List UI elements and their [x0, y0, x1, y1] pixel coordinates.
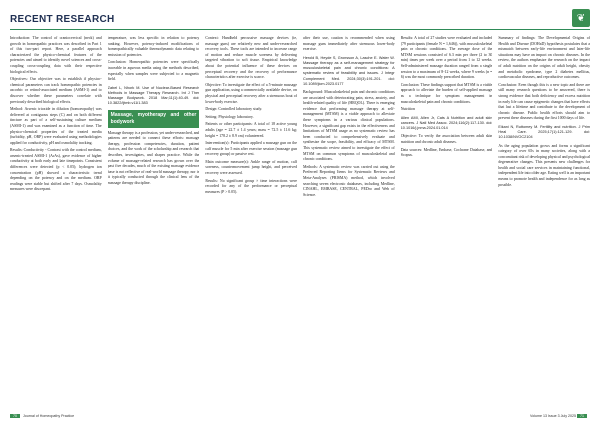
paragraph: Data sources: Medline, Embase, Cochrane Database, and Scopus.	[400, 147, 493, 158]
paragraph: Introduction: The control of craniocervical (neck) and growth in homeopathic practices was described in Part 1 of this two-part report. Here, a parallel approach characterized the physico-chemical features of the potencies and aimed to identify novel sciences and cross-coupling cross-coupling data with their respective biological effects.	[10, 36, 102, 74]
footer-right	[530, 414, 590, 418]
column-3	[205, 36, 297, 406]
citation: Zabel L, Nhork M. Use of Nuclear-Based Research Methods in Massage Therapy Research. Int J Ther Massage Bodywork. 2018 Mar;11(1):40-49. doi: 10.3822/ijtmb.v11i1.383	[107, 85, 200, 106]
paragraph: Massage therapy is a profession, yet under-researched, and patterns are needed to connect these efforts: massage therapy, profession competencies, duration, patient choices, and the work of the scholarship and research that describes, investigates, and shapes practice. While the volume of massage-related research has grown over the past five decades, much of the existing massage evidence base is not reflective of real-world massage therapy, nor is it typically conducted through the clinical lens of the massage therapy discipline.	[107, 130, 200, 185]
article-columns	[10, 36, 590, 406]
section-heading: Massage, myotherapy and other bodywork	[108, 110, 200, 128]
paragraph: Conclusion: These findings support that MTSM is a viable approach to alleviate the burden of self-applied massage as a technique for symptom management in musculoskeletal pain and chronic conditions.	[400, 82, 493, 104]
column-5	[401, 36, 493, 406]
paragraph: Results: A total of 27 studies were evaluated and included (79 participants (female N = 1,646)), with musculoskeletal pain or chronic conditions. The average dose of the MTSM sessions consisted of 6.3 min per three (2 to 30 min) times per week over a period from 1 to 12 weeks. Self-administered massage duration ranged from a single session to a maximum of 8-12 weeks, where 9 weeks (n = 6) was the most commonly prescribed duration.	[400, 36, 493, 80]
paragraph: Context: Handheld percussive massage devices (ie, massage guns) are relatively new and under-researched recovery tools. These tools are intended to increase range of motion and reduce muscle soreness by delivering targeted vibration to soft tissue. Empirical knowledge about the potential influence of these devices on perceptual recovery and the recovery of performance characteristics after exercise is scarce.	[205, 36, 298, 80]
paragraph: As the aging population grows and forms a significant category of over 65s in many societies, along with a concomitant risk of developing physical and psychological degenerative changes. This presents new challenges for health and social care services in maintaining functional, independent life into older age. Eating well is an important means to promote health and independence for as long as possible.	[498, 143, 591, 187]
citation: Herold B, Heyde S, Gronsson A, Lasche E. Water W. Massage therapy as a self-management strategy for musculoskeletal pain and chronic conditions: A systematic review of feasibility and issues. J Integr Complement Med. 2024;30(3):191-201. doi: 10.1089/jicm.2023.0177	[303, 55, 395, 86]
paragraph: Methods: A systematic review was carried out using the Preferred Reporting Items for Systematic Reviews and Meta-Analyses (PRISMA) method, which involved searching seven electronic databases, including Medline, CINAHL, EMBASE, CENTRAL, PEDro and Web of Science.	[303, 164, 395, 197]
paragraph: Objectives: Our objective was to establish if physico-chemical parameters can track homeopathic potencies in ascorbic or retinol-associated medium (ASMI-1) and to discover whether these parameters correlate with previously described biological effects.	[10, 77, 102, 104]
citation: Eikani N, Ruttomey M. Fertility and nutrition. J Prim Heal Care. 2025;17(1):121-129. doi: 10.1038/NVOC2104	[498, 124, 591, 140]
paragraph: Conclusion: Homeopathic potencies were specifically traceable in aqueous media using the methods described, especially when samples were subjected to a magnetic field.	[107, 60, 200, 82]
leaf-icon: ❦	[572, 9, 590, 27]
page-number-right: 71	[577, 414, 587, 418]
paragraph: Setting: Physiology laboratory.	[205, 114, 254, 119]
paragraph: Objective: To verify the association between adult skin nutrition and chronic adult diseases.	[400, 134, 493, 144]
column-4	[303, 36, 395, 406]
column-1	[10, 36, 102, 406]
paragraph: Background: Musculoskeletal pain and chronic conditions are associated with deteriorating pain, stress, anxiety, and health-related quality of life (HRQOL). There is emerging evidence that performing massage therapy at self-management (MTSM) is a viable approach to alleviate these symptoms in a various clinical populations. However, a significant gap exists in the effectiveness and limitations of MTSM usage as no systematic review has been conducted to comprehensively evaluate and synthesize the scope, feasibility, and efficacy of MTSM. This systematic review aimed to investigate the effect of MTSM on common symptoms of musculoskeletal and chronic conditions.	[303, 90, 395, 162]
page-title: RECENT RESEARCH	[10, 13, 115, 25]
paragraph: Results: No significant group × time interactions were recorded for any of the performance or perceptual measures (P > 0.05).	[205, 178, 298, 194]
citation: Allen AMI, Allen Jr, Cats A Nutrition and adult skin cancers. J Natl Med Assoc. 2024;116(2):117-130. doi: 10.1016/j.jnma.2024.01.014	[400, 115, 493, 131]
paragraph: Patients or other participants: A total of 18 active young adults (age = 22.7 ± 1.4 years; mass = 72.5 ± 11.6 kg; height = 178.2 ± 8.9 cm) volunteered.	[205, 122, 298, 138]
header-rule	[10, 29, 590, 30]
footer-journal: Journal of Homeopathy Practice	[23, 414, 75, 418]
footer-issue: Volume 13 Issue 3 July 2025	[530, 414, 576, 418]
page-number-left: 70	[10, 414, 20, 418]
paragraph: after their use, caution is recommended when using massage guns immediately after strenuous lower-body exercise.	[303, 36, 395, 52]
paragraph: Main outcome measure(s): Ankle range of motion, calf soreness, countermovement jump height, and perceived recovery were assessed.	[205, 159, 298, 176]
paragraph: Summary of findings: The Developmental Origins of Health and Disease (DOHaD) hypothesis postulates that a mismatch between early-life environment and later-life situations may have an impact on chronic diseases. In the review, the authors emphasize the research on the impact of adult nutrition on the origins of adult height, obesity and metabolic syndrome, type 2 diabetes mellitus, cardiovascular diseases, and reproductive outcomes.	[498, 36, 591, 80]
header	[10, 10, 590, 28]
paragraph: Results: Conductivity - Contrast with the control medium, arsenic-treated ASMI-1 (ArAs), gave evidence of higher conductivity at both early and late timepoints. Consistent differences were detected (p < 0.05); hydrogen ion concentration (pH) showed a characteristic trend depending on the potency and on the medium. ORP readings were stable but shifted after 7 days. Osmolality measures were discrepant.	[10, 148, 102, 192]
paragraph: Conclusion: Even though this is a new topic and there are still many research questions to be answered, there is strong evidence that both deficiency and excess nutrition in early life can cause epigenetic changes that have effects that last a lifetime and contribute to the development of chronic disease. Public health efforts should aim to prevent these diseases during the first 1000 days of life.	[498, 82, 591, 121]
footer-left	[10, 414, 74, 418]
paragraph: Method: Arsenic trioxide in dilution (homoeopathy) was delivered at contiguous steps (C) and on both different tincture as part of a self-sustaining culture medium (ASMI-1) and was examined as a function of time. The physico-chemical properties of the treated media (turbidity, pH, ORP) were evaluated using methodologies applied for conductivity, pH and osmolality tracking.	[10, 107, 102, 145]
paragraph: Intervention(s): Participants applied a massage gun on the calf muscle for 5 min after exercise session (massage gun recovery group) or passive rest.	[205, 141, 298, 157]
footer	[10, 412, 590, 420]
column-6	[498, 36, 590, 406]
paragraph: Design: Controlled laboratory study.	[205, 107, 263, 112]
paragraph: temperature, was less specific in relation to potency ranking. However, potency-induced modifications of homeopathically valuable thermodynamic data relating to emission of potencies.	[107, 36, 200, 57]
paragraph: Objective: To investigate the effect of a 5-minute massage gun application, using a commercially available device, on physical and perceptual recovery after a strenuous bout of lower-body exercise.	[205, 82, 298, 104]
column-2	[108, 36, 200, 406]
paragraph: Nutrition	[400, 107, 415, 112]
